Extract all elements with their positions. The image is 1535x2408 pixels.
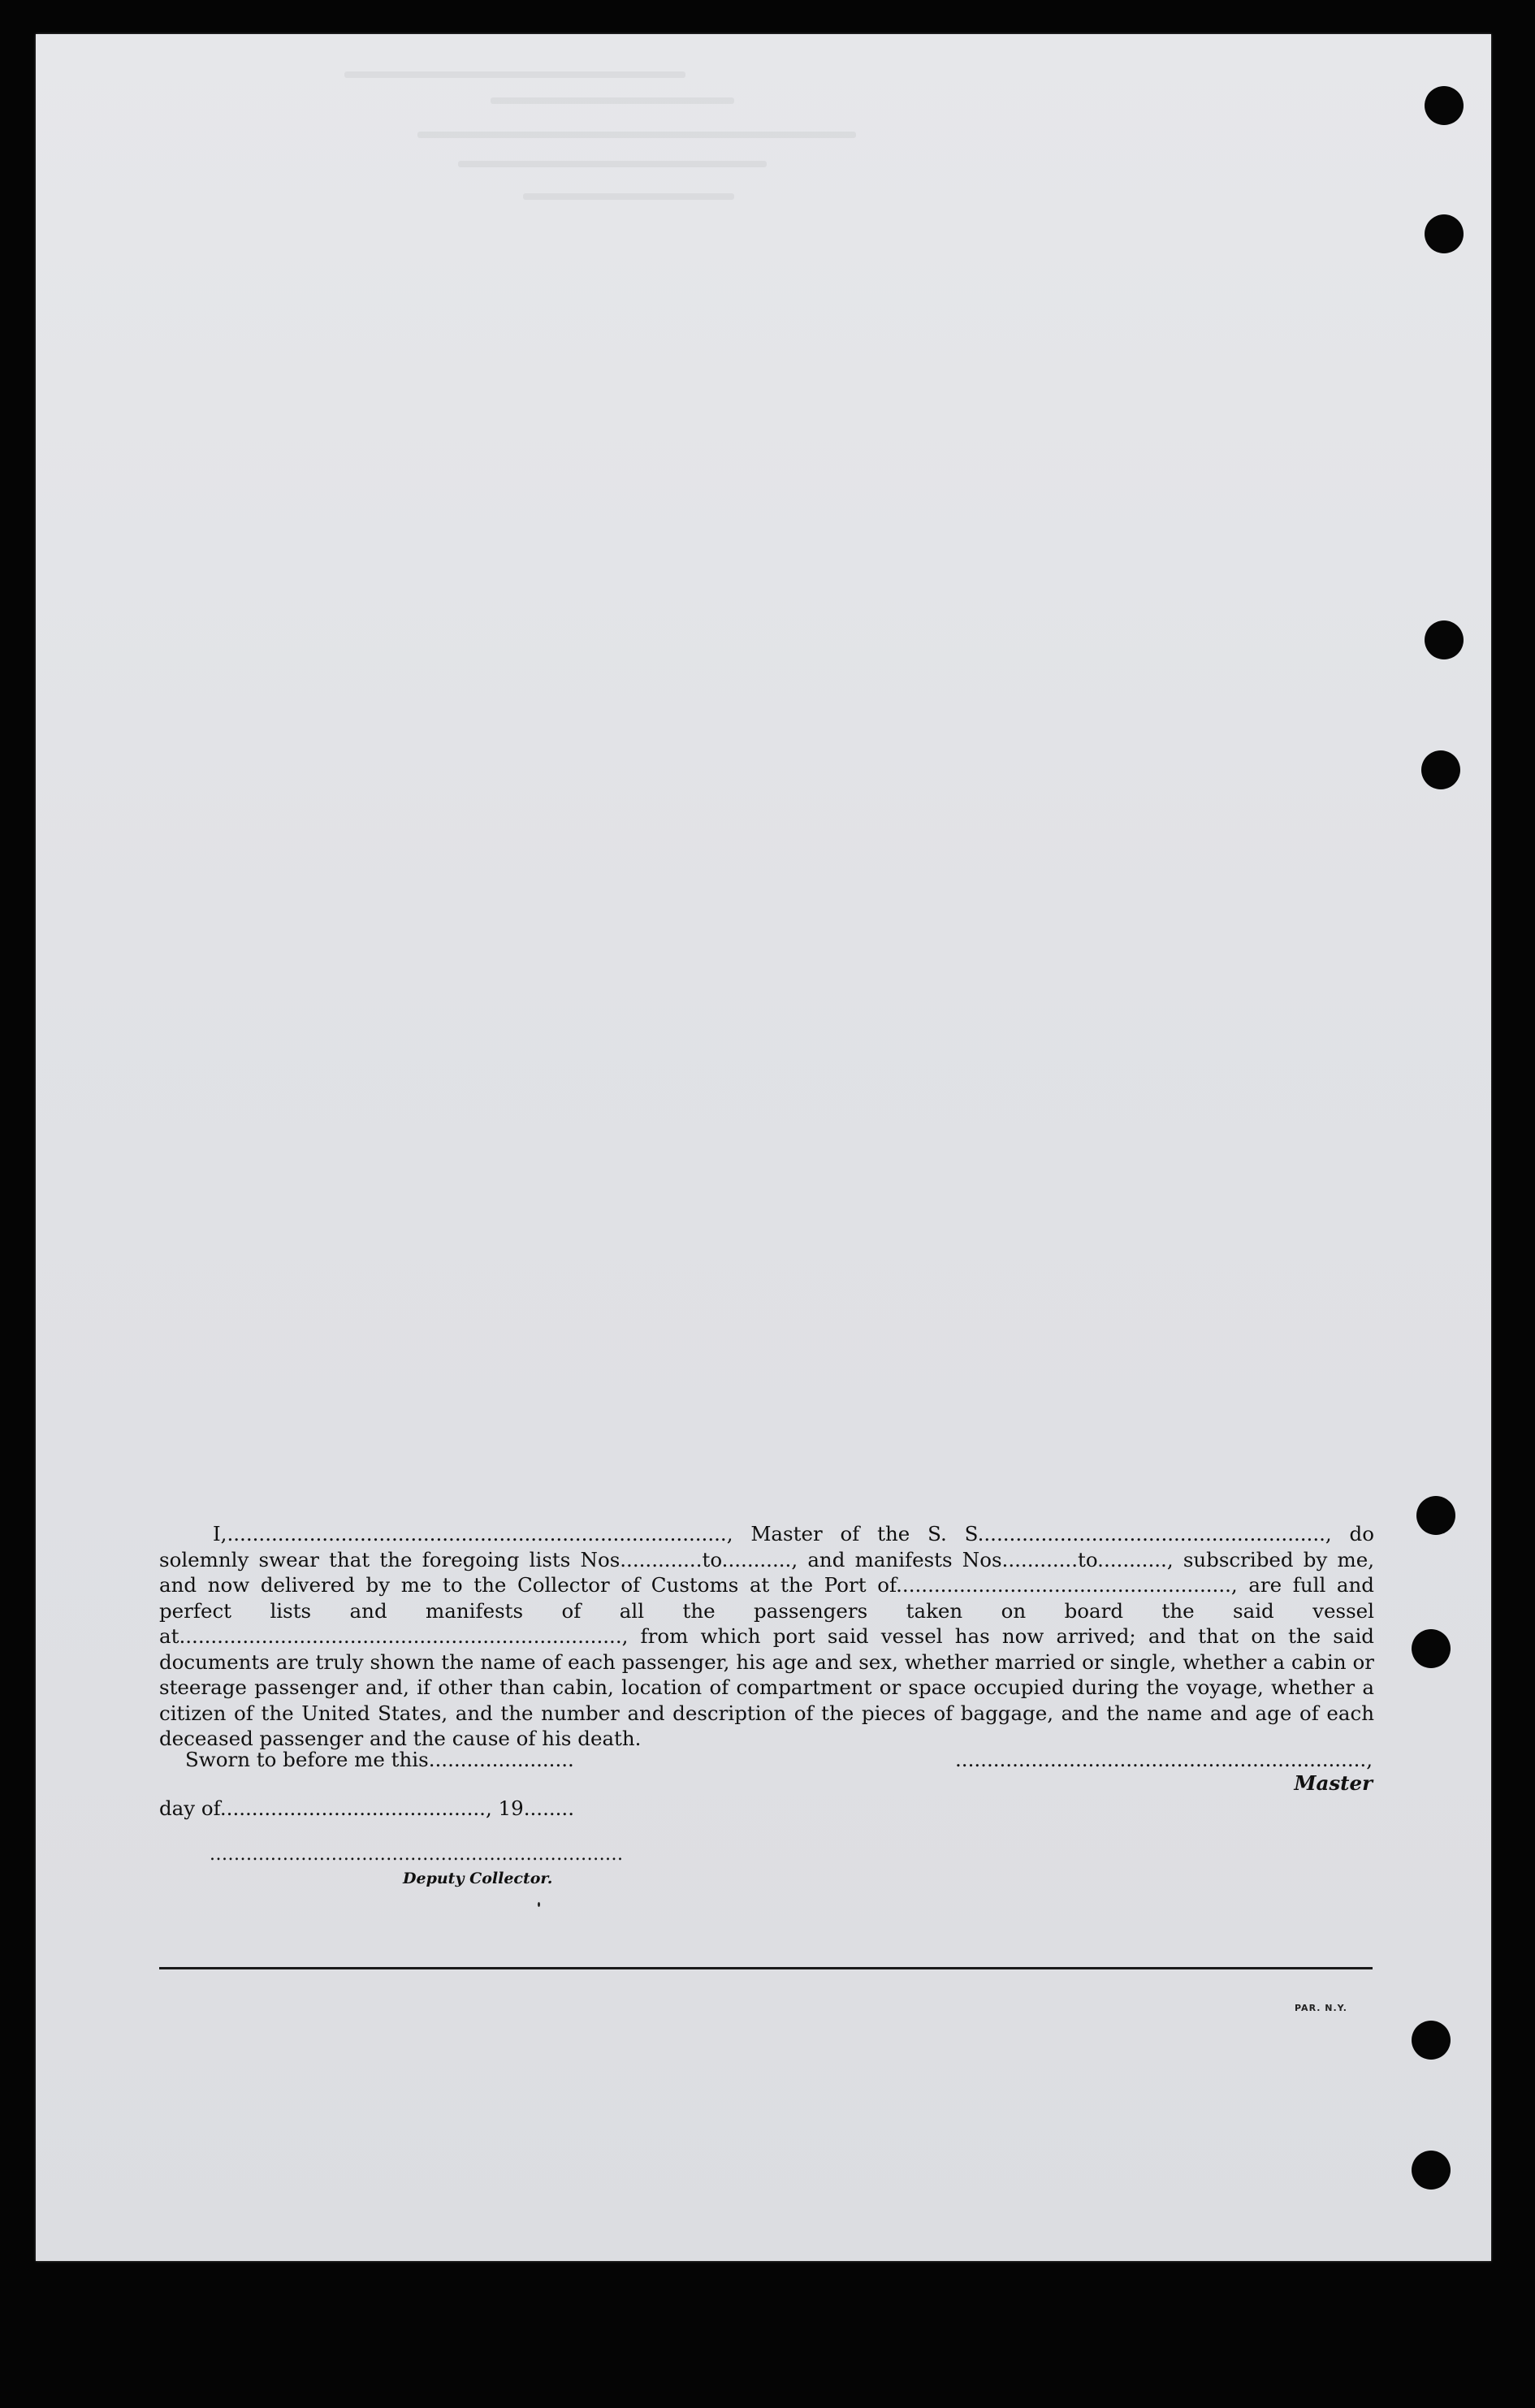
oath-paragraph <box>159 1521 1374 1752</box>
binder-hole <box>1412 2021 1451 2060</box>
sworn-line: Sworn to before me this....................... <box>185 1748 574 1771</box>
master-dots: ................................................................., <box>955 1748 1373 1771</box>
binder-hole <box>1425 86 1464 125</box>
oath-text: I,..............................................................................., Master of the S. S......................................................., do solemnly swear that the foregoing lists Nos.............to..........., and manifests Nos............to..........., subscribed by me, and now delivered by me to the Collector of Customs at the Port of....................................................., are full and perfect lists and manifests of all the passengers taken on board the said vessel at......................................................................, from which port said vessel has now arrived; and that on the said documents are truly shown the name of each passenger, his age and sex, whether married or single, whether a cabin or steerage passenger and, if other than cabin, location of compartment or space occupied during the voyage, whether a citizen of the United States, and the number and description of the pieces of baggage, and the name and age of each deceased passenger and the cause of his death. <box>159 1522 1374 1750</box>
master-signature-line <box>876 1748 1373 1795</box>
binder-hole <box>1416 1496 1455 1535</box>
deputy-collector-label: Deputy Collector. <box>403 1870 553 1887</box>
binder-hole <box>1421 750 1460 789</box>
binder-hole <box>1412 2151 1451 2190</box>
date-line: day of.........................................., 19........ <box>159 1796 575 1820</box>
deputy-signature-dots: .................................................................... <box>210 1844 624 1865</box>
ink-speck <box>538 1902 540 1907</box>
form-sheet <box>36 34 1491 2261</box>
binder-hole <box>1425 620 1464 659</box>
horizontal-rule <box>159 1967 1373 1969</box>
binder-hole <box>1425 214 1464 253</box>
printer-imprint: PAR. N.Y. <box>1295 2003 1347 2013</box>
master-label: Master <box>1294 1771 1373 1795</box>
binder-hole <box>1412 1629 1451 1668</box>
